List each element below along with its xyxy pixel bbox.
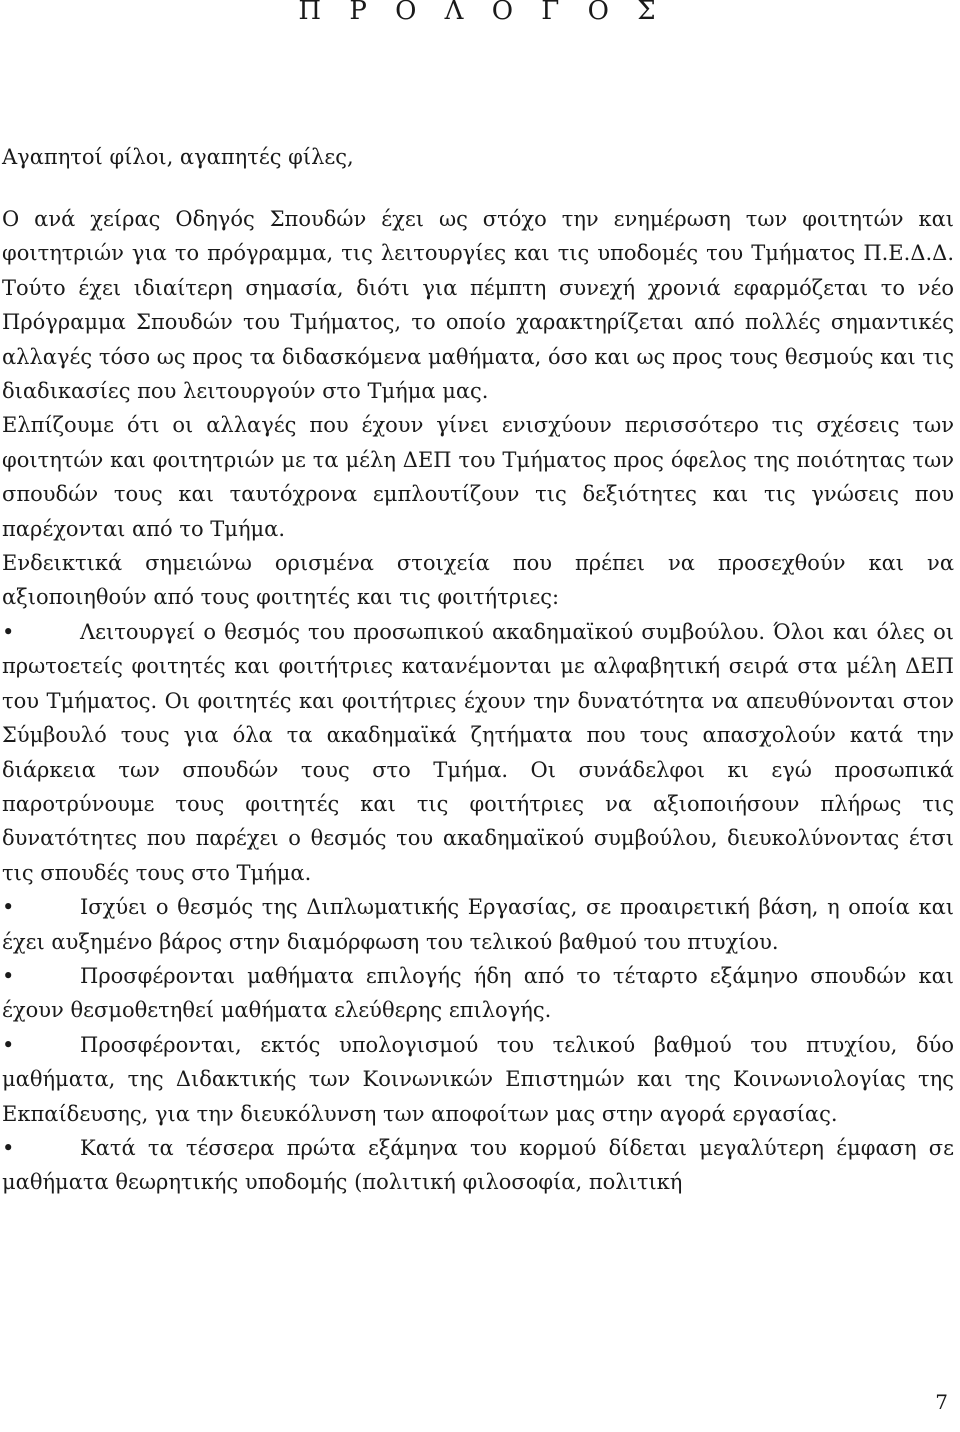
paragraph-intro: Ο ανά χείρας Οδηγός Σπουδών έχει ως στόχο την ενημέρωση των φοιτητών και φοιτητριών για το πρόγραμμα, τις λειτουργίες και τις υποδομές του Τμήματος Π.Ε.Δ.Δ. Τούτο έχει ιδιαίτερη σημασία, διότι για πέμπτη συνεχή χρονιά εφαρμόζεται το νέο Πρόγραμμα Σπουδών του Τμήματος, το οποίο χαρακτηρίζεται από πολλές σημαντικές αλλαγές τόσο ως προς τα διδασκόμενα μαθήματα, όσο και ως προς τους θεσμούς και τις διαδικασίες που λειτουργούν στο Τμήμα μας.	[2, 207, 954, 404]
page-number: 7	[935, 1390, 948, 1414]
paragraph-hope: Ελπίζουμε ότι οι αλλαγές που έχουν γίνει ενισχύουν περισσότερο τις σχέσεις των φοιτητών και φοιτητριών με τα μέλη ΔΕΠ του Τμήματος προς όφελος της ποιότητας των σπουδών τους και ταυτόχρονα εμπλουτίζουν τις δεξιότητες και τις γνώσεις που παρέχονται από το Τμήμα.	[2, 413, 954, 541]
bullet-icon: •	[2, 1135, 15, 1160]
list-item-text: Λειτουργεί ο θεσμός του προσωπικού ακαδημαϊκού συμβούλου. Όλοι και όλες οι πρωτοετείς φοιτητές και φοιτήτριες κατανέμονται με αλφαβητική σειρά στα μέλη ΔΕΠ του Τμήματος. Οι φοιτητές και φοιτήτριες έχουν την δυνατότητα να απευθύνονται στον Σύμβουλό τους για όλα τα ακαδημαϊκά ζητήματα που τους απασχολούν κατά την διάρκεια των σπουδών τους στο Τμήμα. Οι συνάδελφοι κι εγώ προσωπικά παροτρύνουμε τους φοιτητές και τις φοιτήτριες να αξιοποιήσουν πλήρως τις δυνατότητες που παρέχει ο θεσμός του ακαδημαϊκού συμβούλου, διευκολύνοντας έτσι τις σπουδές τους στο Τμήμα.	[2, 619, 954, 885]
list-item-text: Κατά τα τέσσερα πρώτα εξάμηνα του κορμού δίδεται μεγαλύτερη έμφαση σε μαθήματα θεωρητικής υποδομής (πολιτική φιλοσοφία, πολιτική	[2, 1135, 954, 1195]
bullet-icon: •	[2, 1032, 15, 1057]
list-item	[2, 959, 954, 1028]
list-item	[2, 1131, 954, 1200]
list-item-text: Προσφέρονται, εκτός υπολογισμού του τελικού βαθμού του πτυχίου, δύο μαθήματα, της Διδακτικής των Κοινωνικών Επιστημών και της Κοινωνιολογίας της Εκπαίδευσης, για την διευκόλυνση των αποφοίτων μας στην αγορά εργασίας.	[2, 1032, 954, 1126]
bullet-icon: •	[2, 895, 15, 920]
greeting: Αγαπητοί φίλοι, αγαπητές φίλες,	[2, 145, 354, 169]
list-item-text: Προσφέρονται μαθήματα επιλογής ήδη από το τέταρτο εξάμηνο σπουδών και έχουν θεσμοθετηθεί μαθήματα ελεύθερης επιλογής.	[2, 963, 954, 1023]
document-body	[2, 202, 954, 1200]
list-item	[2, 615, 954, 890]
list-item	[2, 890, 954, 959]
list-item-text: Ισχύει ο θεσμός της Διπλωματικής Εργασίας, σε προαιρετική βάση, η οποία και έχει αυξημένο βάρος στην διαμόρφωση του τελικού βαθμού του πτυχίου.	[2, 895, 954, 954]
bullet-icon: •	[2, 619, 15, 644]
list-item	[2, 1028, 954, 1131]
bullet-icon: •	[2, 963, 15, 988]
page-title: Π Ρ Ο Λ Ο Γ Ο Σ	[298, 0, 666, 26]
paragraph-notes: Ενδεικτικά σημειώνω ορισμένα στοιχεία που πρέπει να προσεχθούν και να αξιοποιηθούν από τους φοιτητές και τις φοιτήτριες:	[2, 551, 954, 610]
